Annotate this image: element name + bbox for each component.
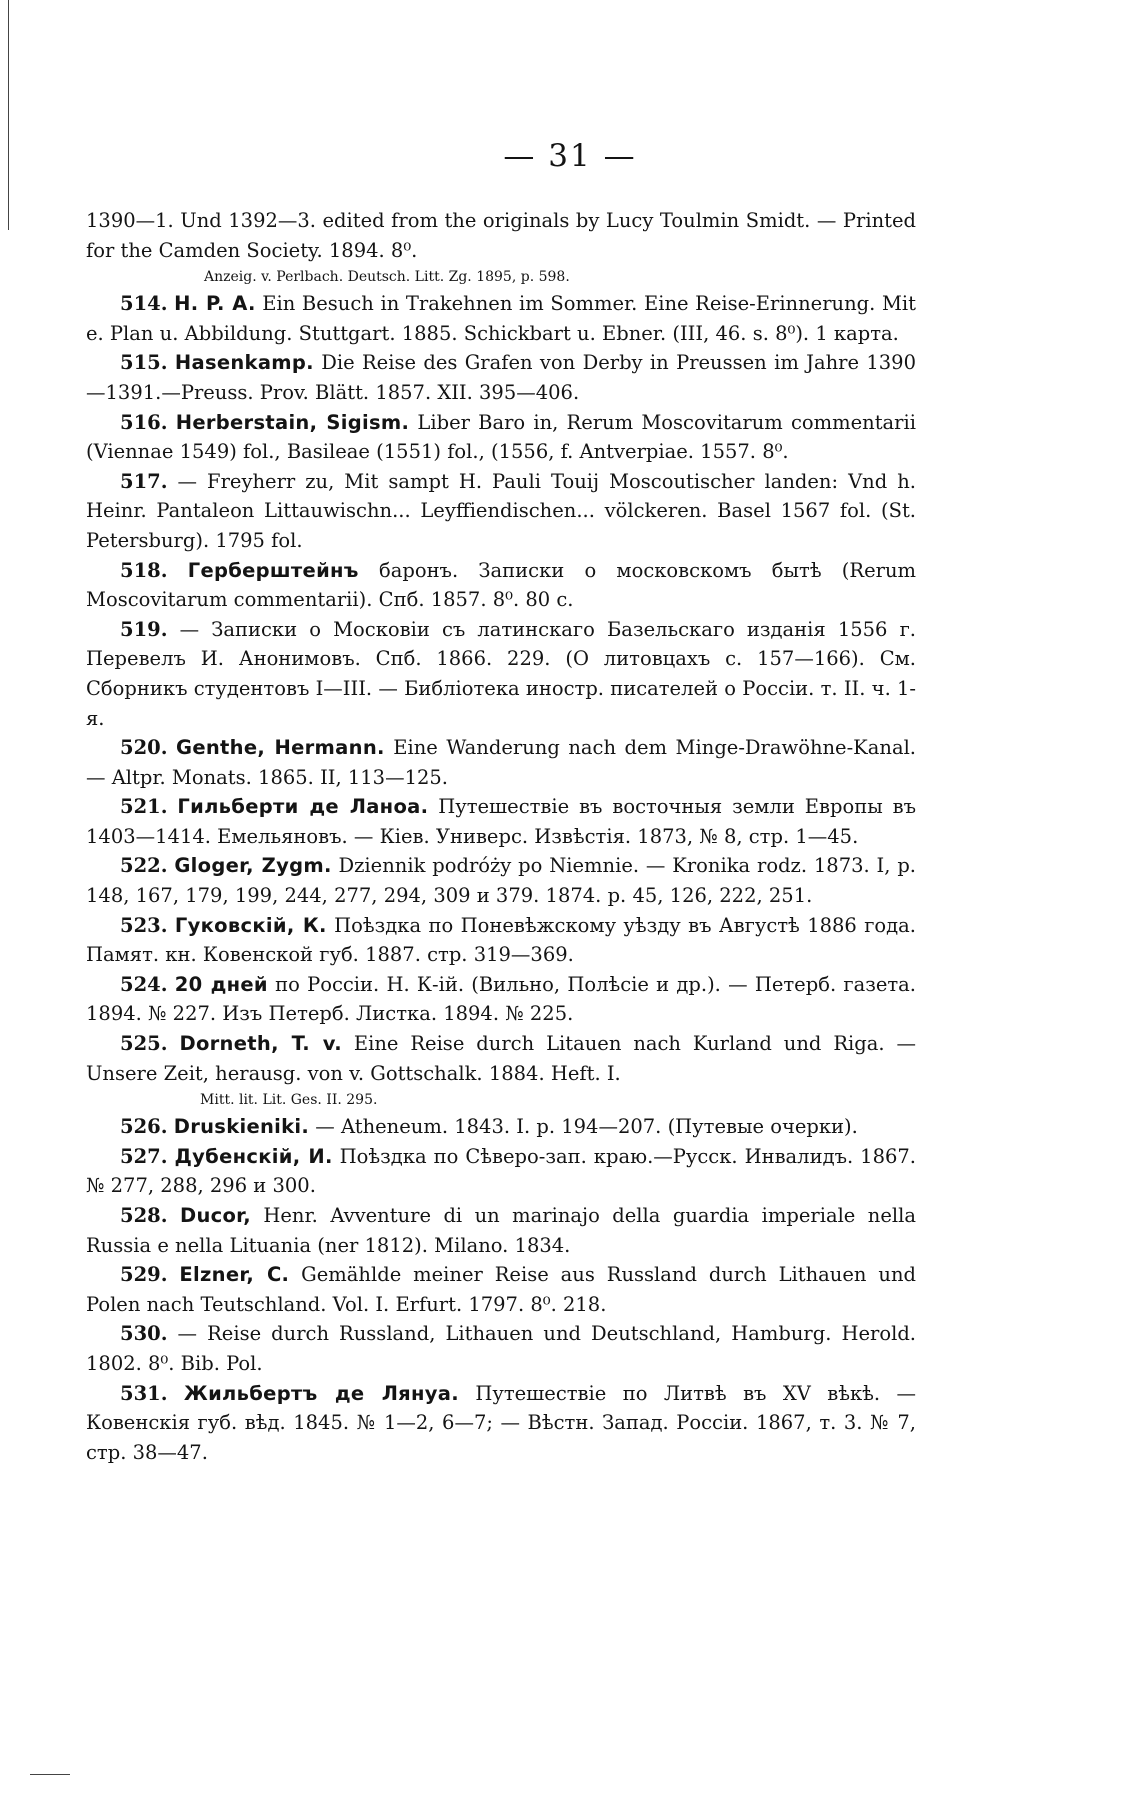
entry-text: Die Reise des Grafen von Derby in Preussen im Jahre 1390—1391.—Preuss. Prov. Blätt. 1857. XII. 395—406.	[86, 351, 916, 404]
page-number: — 31 —	[503, 138, 637, 174]
entry-530	[86, 1319, 916, 1378]
entry-516	[86, 408, 916, 467]
entry-text: Gemählde meiner Reise aus Russland durch Lithauen und Polen nach Teutschland. Vol. I. Erfurt. 1797. 8⁰. 218.	[86, 1263, 916, 1316]
entry-524	[86, 970, 916, 1029]
entry-heading: Герберштейнъ	[187, 558, 359, 582]
entry-heading: 20 дней	[174, 972, 268, 996]
entry-517	[86, 467, 916, 556]
entry-heading: Herberstain, Sigism.	[175, 410, 410, 434]
entry-531	[86, 1379, 916, 1468]
entry-number: 519.	[120, 617, 168, 641]
entry-text: Поѣздка по Сѣверо-зап. краю.—Русск. Инвалидъ. 1867. № 277, 288, 296 и 300.	[86, 1144, 916, 1198]
entry-515	[86, 348, 916, 407]
entry-heading: Гуковскій, К.	[174, 913, 327, 937]
entry-525	[86, 1029, 916, 1088]
scan-edge-line	[8, 0, 9, 230]
entry-text: — Freyherr zu, Mit sampt H. Pauli Touij Moscoutischer landen: Vnd h. Heinr. Pantaleon Littauwischn... Leyffiendischen... völckeren. Basel 1567 fol. (St. Petersburg). 1795 fol.	[86, 469, 916, 552]
entry-text: Путешествіе по Литвѣ въ XV вѣкѣ. — Ковенскія губ. вѣд. 1845. № 1—2, 6—7; — Вѣстн. Запад. Россіи. 1867, т. 3. № 7, стр. 38—47.	[86, 1381, 917, 1464]
entry-text: баронъ. Записки о московскомъ бытѣ (Rerum Moscovitarum commentarii). Спб. 1857. 8⁰. 80 с.	[86, 558, 916, 612]
scan-bottom-mark	[30, 1774, 70, 1775]
entry-number: 530.	[120, 1322, 168, 1346]
entry-text: — Записки о Московіи съ латинскаго Базельскаго изданія 1556 г. Перевелъ И. Анонимовъ. Спб. 1866. 229. (О литовцахъ с. 157—166). См. Сборникъ студентовъ I—III. — Библіотека иностр. писателей о Россіи. т. II. ч. 1-я.	[86, 617, 916, 730]
entry-number: 521.	[120, 795, 168, 819]
entry-text: — Reise durch Russland, Lithauen und Deutschland, Hamburg. Herold. 1802. 8⁰. Bib. Pol.	[86, 1322, 916, 1375]
entry-heading: Gloger, Zygm.	[174, 854, 332, 878]
entry-514	[86, 289, 916, 348]
entry-527	[86, 1142, 916, 1201]
entry-text: Eine Wanderung nach dem Minge-Drawöhne-Kanal. — Altpr. Monats. 1865. II, 113—125.	[86, 736, 917, 789]
entry-heading: Elzner, C.	[179, 1263, 290, 1287]
entry-525-note: Mitt. lit. Lit. Ges. II. 295.	[200, 1092, 378, 1109]
intro-note: Anzeig. v. Perlbach. Deutsch. Litt. Zg. 1895, p. 598.	[204, 269, 570, 286]
entry-number: 518.	[120, 558, 168, 582]
entry-526	[86, 1112, 916, 1142]
entry-heading: H. P. A.	[174, 292, 256, 316]
entry-heading: Гильберти де Ланоа.	[177, 795, 429, 819]
entry-number: 523.	[120, 913, 168, 937]
entry-523	[86, 911, 916, 970]
entry-text: Путешествіе въ восточныя земли Европы въ 1403—1414. Емельяновъ. — Кіев. Универс. Извѣстія. 1873, № 8, стр. 1—45.	[86, 795, 916, 848]
entry-number: 525.	[120, 1032, 168, 1056]
entry-number: 531.	[120, 1381, 168, 1405]
entry-heading: Hasenkamp.	[174, 351, 314, 375]
entry-number: 516.	[120, 410, 168, 434]
entry-522	[86, 851, 916, 910]
entry-heading: Ducor,	[179, 1204, 251, 1227]
entry-518	[86, 556, 916, 615]
entry-text: Dziennik podróży po Niemnie. — Kronika rodz. 1873. I, p. 148, 167, 179, 199, 244, 277, 294, 309 и 379. 1874. p. 45, 126, 222, 251.	[86, 854, 916, 908]
entry-521	[86, 792, 916, 851]
entry-number: 514.	[120, 292, 168, 316]
entry-529	[86, 1260, 916, 1319]
entry-heading: Жильбертъ де Лянуа.	[183, 1381, 459, 1405]
entry-528	[86, 1201, 916, 1260]
entry-text: Henr. Avventure di un marinajo della guardia imperiale nella Russia e nella Lituania (ner 1812). Milano. 1834.	[86, 1204, 916, 1257]
entry-text: — Atheneum. 1843. I. p. 194—207. (Путевые очерки).	[309, 1115, 858, 1139]
entry-number: 526.	[120, 1115, 168, 1139]
entry-520	[86, 733, 916, 792]
intro-entry: 1390—1. Und 1392—3. edited from the originals by Lucy Toulmin Smidt. — Printed for the Camden Society. 1894. 8⁰.	[86, 209, 916, 262]
entry-number: 515.	[120, 351, 168, 375]
entry-number: 524.	[120, 972, 168, 996]
entry-heading: Dorneth, T. v.	[179, 1032, 342, 1056]
entry-number: 517.	[120, 469, 168, 493]
entry-heading: Genthe, Hermann.	[176, 736, 385, 760]
entry-text: Поѣздка по Поневѣжскому уѣзду въ Августѣ 1886 года. Памят. кн. Ковенской губ. 1887. стр. 319—369.	[86, 913, 916, 967]
entry-text: Ein Besuch in Trakehnen im Sommer. Eine Reise-Erinnerung. Mit e. Plan u. Abbildung. Stuttgart. 1885. Schickbart u. Ebner. (III, 46. s. 8⁰). 1 карта.	[86, 292, 916, 345]
entry-heading: Druskieniki.	[173, 1115, 310, 1139]
entry-text: по Россіи. Н. К-ій. (Вильно, Полѣсіе и др.). — Петерб. газета. 1894. № 227. Изъ Петерб. Листка. 1894. № 225.	[86, 972, 916, 1026]
entry-number: 528.	[120, 1204, 168, 1227]
entry-number: 527.	[120, 1144, 168, 1168]
entry-519	[86, 615, 916, 733]
entry-number: 522.	[120, 854, 168, 878]
entry-number: 529.	[120, 1263, 168, 1287]
entry-text: Eine Reise durch Litauen nach Kurland und Riga. — Unsere Zeit, herausg. von v. Gottschalk. 1884. Heft. I.	[86, 1032, 916, 1085]
bibliography-text	[86, 206, 916, 1467]
entry-number: 520.	[120, 736, 168, 760]
entry-heading: Дубенскій, И.	[174, 1144, 333, 1168]
entry-text: Liber Baro in, Rerum Moscovitarum commentarii (Viennae 1549) fol., Basileae (1551) fol., (1556, f. Antverpiae. 1557. 8⁰.	[86, 410, 916, 464]
